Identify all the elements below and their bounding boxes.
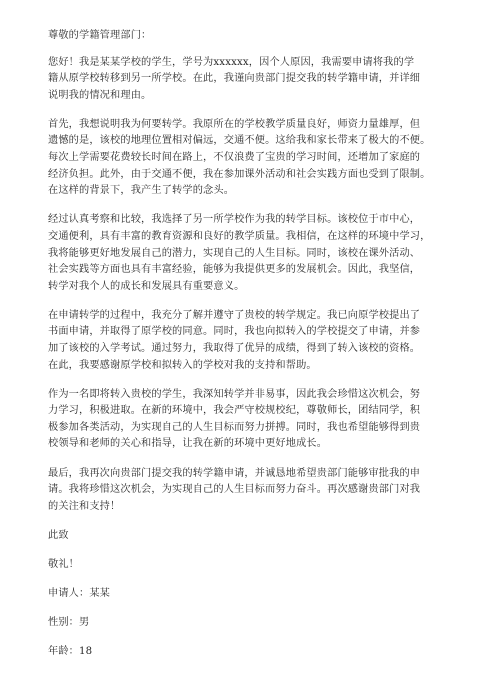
paragraph-intro: [48, 55, 464, 105]
text-line: 的关注和支持！: [48, 500, 121, 512]
letter-document: [48, 28, 464, 673]
text-line: 在申请转学的过程中，我充分了解并遵守了贵校的转学规定。我已向原学校提出了: [48, 309, 421, 321]
applicant-gender: 性别：男: [48, 617, 90, 629]
text-line: 经济负担。此外，由于交通不便，我在参加课外活动和社会实践方面也受到了限制。: [48, 168, 431, 180]
text-line: 说明我的情况和理由。: [48, 89, 152, 101]
text-line: 籍从原学校转移到另一所学校。在此，我谨向贵部门提交我的转学籍申请，并详细: [48, 73, 421, 85]
closing-line-1: 此致: [48, 529, 69, 541]
text-line: 经过认真考察和比较，我选择了另一所学校作为我的转学目标。该校位于市中心，: [48, 214, 421, 226]
text-line: 遗憾的是，该校的地理位置相对偏远，交通不便。这给我和家长带来了极大的不便。: [48, 135, 431, 147]
paragraph-reason: [48, 117, 464, 200]
text-line: 加了该校的入学考试。通过努力，我取得了优异的成绩，得到了转入该校的资格。: [48, 343, 421, 354]
text-line: 每次上学需要花费较长时间在路上，不仅浪费了宝贵的学习时间，还增加了家庭的: [48, 152, 421, 164]
text-line: 我将能够更好地发展自己的潜力，实现自己的人生目标。同时，该校在课外活动、: [48, 247, 421, 259]
text-line: 极参加各类活动，为实现自己的人生目标而努力拼搏。同时，我也希望能够得到贵: [48, 421, 421, 433]
text-line: 请。我将珍惜这次机会，为实现自己的人生目标而努力奋斗。再次感谢贵部门对我: [48, 484, 421, 496]
paragraph-commitment: [48, 387, 464, 453]
text-line: 最后，我再次向贵部门提交我的转学籍申请，并诚恳地希望贵部门能够审批我的申: [48, 467, 421, 479]
text-line: 转学对我个人的成长和发展具有重要意义。: [48, 280, 245, 292]
text-line: 在此，我要感谢原学校和拟转入的学校对我的支持和帮助。: [48, 359, 317, 371]
text-line: 校领导和老师的关心和指导，让我在新的环境中更好地成长。: [48, 438, 328, 450]
text-line: 作为一名即将转入贵校的学生，我深知转学并非易事，因此我会珍惜这次机会，努: [48, 388, 421, 400]
applicant-age: 年龄：18: [48, 646, 93, 658]
closing-line-2: 敬礼！: [48, 558, 80, 570]
text-line: 交通便利，具有丰富的教育资源和良好的教学质量。我相信，在这样的环境中学习，: [48, 230, 431, 242]
paragraph-target-school: [48, 212, 464, 295]
text-line: 您好！我是某某学校的学生，学号为xxxxxx，因个人原因，我需要申请将我的学: [48, 56, 415, 68]
text-line: 首先，我想说明我为何要转学。我原所在的学校教学质量良好，师资力量雄厚，但: [48, 118, 421, 130]
salutation: 尊敬的学籍管理部门：: [48, 30, 152, 41]
text-line: 在这样的背景下，我产生了转学的念头。: [48, 185, 235, 197]
applicant-name: 申请人：某某: [48, 588, 111, 600]
paragraph-process: [48, 308, 464, 374]
text-line: 力学习，积极进取。在新的环境中，我会严守校规校纪，尊敬师长，团结同学，积: [48, 405, 421, 417]
text-line: 社会实践等方面也具有丰富经验，能够为我提供更多的发展机会。因此，我坚信，: [48, 264, 421, 276]
paragraph-conclusion: [48, 466, 464, 516]
text-line: 书面申请，并取得了原学校的同意。同时，我也向拟转入的学校提交了申请，并参: [48, 326, 421, 338]
